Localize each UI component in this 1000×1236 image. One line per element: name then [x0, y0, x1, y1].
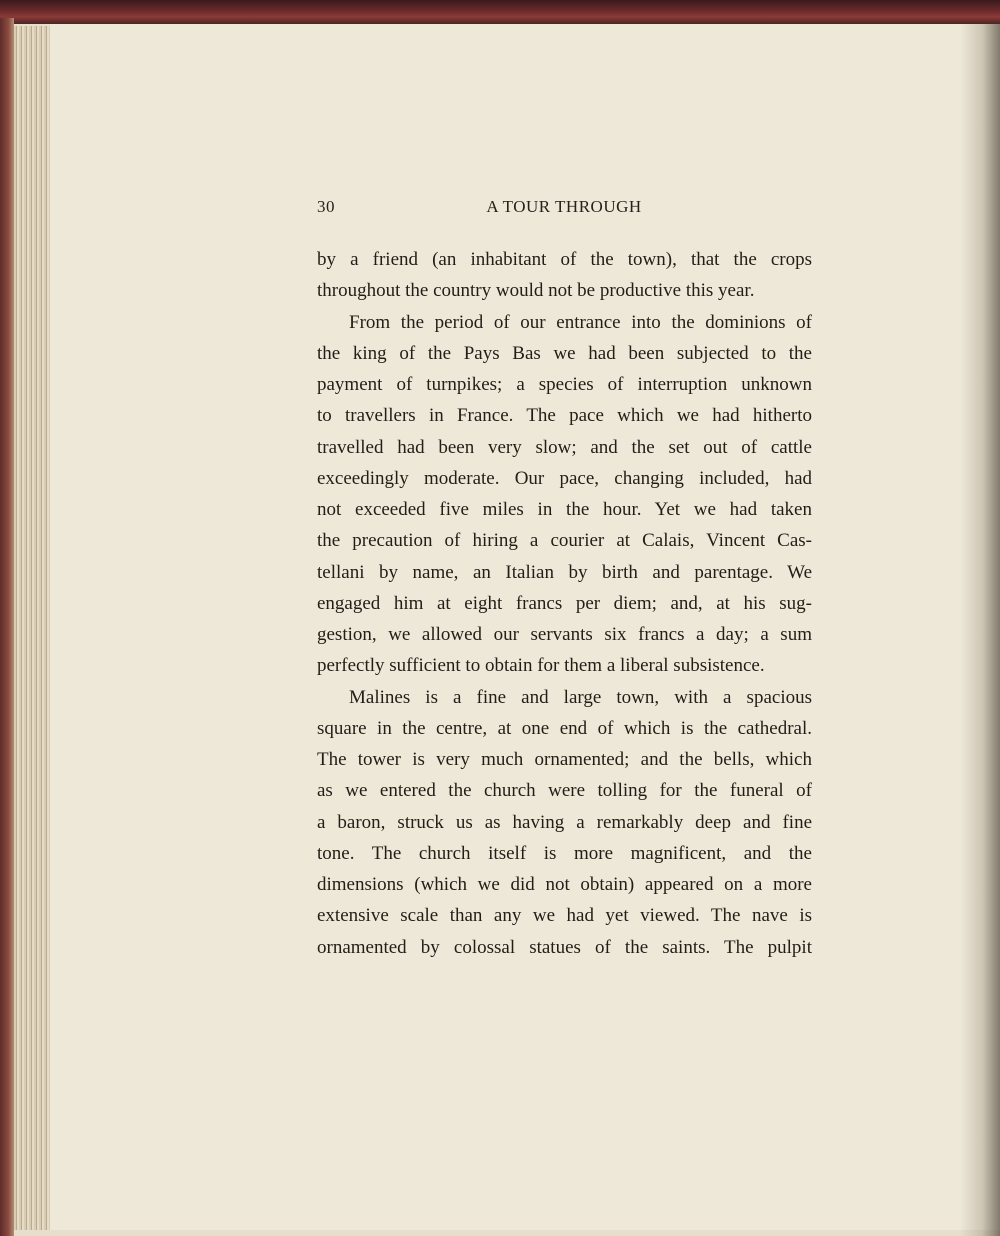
text-line: From the period of our entrance into the dominions of [349, 311, 812, 333]
text-line: as we entered the church were tolling for the funeral of [317, 780, 812, 802]
text-line: perfectly sufficient to obtain for them a liberal subsistence. [317, 655, 765, 677]
text-line: a baron, struck us as having a remarkably deep and fine [317, 811, 812, 833]
running-head [317, 197, 811, 221]
text-line: square in the centre, at one end of which is the cathedral. [317, 717, 812, 739]
book-cover-edge [0, 0, 1000, 24]
text-line: dimensions (which we did not obtain) appeared on a more [317, 874, 812, 895]
text-line: by a friend (an inhabitant of the town), that the crops [317, 249, 812, 270]
text-line: tellani by name, an Italian by birth and parentage. We [317, 561, 812, 583]
text-line: the king of the Pays Bas we had been subjected to the [317, 342, 812, 364]
text-line: The tower is very much ornamented; and the bells, which [317, 749, 812, 770]
text-line: ornamented by colossal statues of the saints. The pulpit [317, 936, 812, 958]
text-line: exceedingly moderate. Our pace, changing included, had [317, 467, 812, 489]
gutter-shadow [960, 24, 1000, 1236]
text-line: engaged him at eight francs per diem; and, at his sug- [317, 592, 812, 614]
page-number: 30 [317, 197, 335, 216]
stacked-page-edges [14, 26, 55, 1230]
text-line: gestion, we allowed our servants six francs a day; a sum [317, 624, 812, 645]
body-text [317, 244, 812, 963]
text-line: Malines is a fine and large town, with a spacious [349, 686, 812, 708]
text-line: to travellers in France. The pace which we had hitherto [317, 405, 812, 427]
text-line: not exceeded five miles in the hour. Yet we had taken [317, 499, 812, 520]
text-line: the precaution of hiring a courier at Calais, Vincent Cas- [317, 530, 812, 552]
text-line: extensive scale than any we had yet viewed. The nave is [317, 905, 812, 927]
text-line: tone. The church itself is more magnificent, and the [317, 842, 812, 864]
text-line: travelled had been very slow; and the set out of cattle [317, 436, 812, 458]
text-line: throughout the country would not be productive this year. [317, 280, 755, 302]
book-binding [0, 18, 14, 1236]
text-line: payment of turnpikes; a species of interruption unknown [317, 374, 812, 395]
running-title: A TOUR THROUGH [486, 197, 642, 216]
